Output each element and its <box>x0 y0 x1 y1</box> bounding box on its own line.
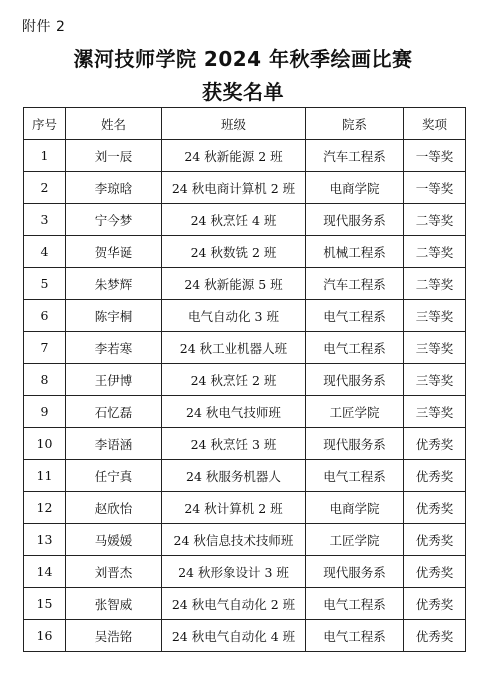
cell-index: 3 <box>24 204 66 236</box>
cell-department: 工匠学院 <box>306 396 404 428</box>
cell-award: 优秀奖 <box>404 620 466 652</box>
cell-award: 三等奖 <box>404 300 466 332</box>
cell-award: 一等奖 <box>404 172 466 204</box>
cell-class: 24 秋烹饪 2 班 <box>162 364 306 396</box>
cell-index: 4 <box>24 236 66 268</box>
table-row <box>24 588 466 620</box>
cell-award: 二等奖 <box>404 268 466 300</box>
cell-class: 24 秋信息技术技师班 <box>162 524 306 556</box>
cell-award: 优秀奖 <box>404 556 466 588</box>
cell-index: 9 <box>24 396 66 428</box>
cell-name: 张智威 <box>66 588 162 620</box>
table-row <box>24 396 466 428</box>
table-row <box>24 524 466 556</box>
cell-index: 6 <box>24 300 66 332</box>
table-row <box>24 300 466 332</box>
cell-award: 一等奖 <box>404 140 466 172</box>
cell-class: 24 秋电气技师班 <box>162 396 306 428</box>
cell-department: 电气工程系 <box>306 620 404 652</box>
cell-award: 二等奖 <box>404 236 466 268</box>
cell-department: 电气工程系 <box>306 588 404 620</box>
cell-department: 电气工程系 <box>306 460 404 492</box>
cell-award: 优秀奖 <box>404 492 466 524</box>
cell-index: 5 <box>24 268 66 300</box>
cell-index: 10 <box>24 428 66 460</box>
cell-department: 汽车工程系 <box>306 268 404 300</box>
table-row <box>24 268 466 300</box>
table-row <box>24 428 466 460</box>
cell-class: 24 秋电气自动化 2 班 <box>162 588 306 620</box>
cell-class: 24 秋烹饪 3 班 <box>162 428 306 460</box>
table-header-row <box>24 108 466 140</box>
cell-name: 李若寒 <box>66 332 162 364</box>
table-row <box>24 172 466 204</box>
cell-class: 24 秋数铣 2 班 <box>162 236 306 268</box>
cell-class: 24 秋工业机器人班 <box>162 332 306 364</box>
cell-class: 24 秋计算机 2 班 <box>162 492 306 524</box>
table-row <box>24 236 466 268</box>
cell-index: 8 <box>24 364 66 396</box>
cell-name: 马媛媛 <box>66 524 162 556</box>
header-award: 奖项 <box>404 108 466 140</box>
cell-index: 14 <box>24 556 66 588</box>
cell-name: 李语涵 <box>66 428 162 460</box>
cell-class: 24 秋服务机器人 <box>162 460 306 492</box>
cell-department: 电商学院 <box>306 172 404 204</box>
award-winners-table <box>23 107 466 652</box>
document-title: 漯河技师学院 2024 年秋季绘画比赛 <box>73 47 413 71</box>
cell-department: 电气工程系 <box>306 332 404 364</box>
cell-index: 11 <box>24 460 66 492</box>
header-name: 姓名 <box>66 108 162 140</box>
cell-award: 三等奖 <box>404 396 466 428</box>
table-row <box>24 460 466 492</box>
cell-class: 24 秋烹饪 4 班 <box>162 204 306 236</box>
cell-name: 朱梦辉 <box>66 268 162 300</box>
cell-award: 优秀奖 <box>404 460 466 492</box>
table-row <box>24 140 466 172</box>
cell-class: 电气自动化 3 班 <box>162 300 306 332</box>
cell-index: 15 <box>24 588 66 620</box>
cell-name: 李琼晗 <box>66 172 162 204</box>
cell-index: 13 <box>24 524 66 556</box>
cell-department: 工匠学院 <box>306 524 404 556</box>
cell-index: 16 <box>24 620 66 652</box>
cell-index: 1 <box>24 140 66 172</box>
cell-name: 吴浩铭 <box>66 620 162 652</box>
cell-department: 现代服务系 <box>306 204 404 236</box>
cell-name: 陈宇桐 <box>66 300 162 332</box>
table-row <box>24 364 466 396</box>
cell-index: 7 <box>24 332 66 364</box>
cell-department: 现代服务系 <box>306 556 404 588</box>
header-department: 院系 <box>306 108 404 140</box>
cell-class: 24 秋新能源 5 班 <box>162 268 306 300</box>
cell-award: 二等奖 <box>404 204 466 236</box>
cell-department: 汽车工程系 <box>306 140 404 172</box>
cell-name: 赵欣怡 <box>66 492 162 524</box>
table-row <box>24 492 466 524</box>
cell-index: 2 <box>24 172 66 204</box>
cell-name: 贺华诞 <box>66 236 162 268</box>
cell-name: 刘晋杰 <box>66 556 162 588</box>
cell-class: 24 秋新能源 2 班 <box>162 140 306 172</box>
cell-award: 优秀奖 <box>404 524 466 556</box>
cell-department: 机械工程系 <box>306 236 404 268</box>
cell-department: 电商学院 <box>306 492 404 524</box>
cell-name: 刘一辰 <box>66 140 162 172</box>
attachment-label: 附件 2 <box>22 19 66 35</box>
cell-award: 三等奖 <box>404 332 466 364</box>
cell-name: 任宁真 <box>66 460 162 492</box>
cell-class: 24 秋电气自动化 4 班 <box>162 620 306 652</box>
table-body <box>24 140 466 652</box>
cell-award: 三等奖 <box>404 364 466 396</box>
cell-award: 优秀奖 <box>404 428 466 460</box>
table-row <box>24 332 466 364</box>
document-subtitle: 获奖名单 <box>202 80 284 104</box>
cell-index: 12 <box>24 492 66 524</box>
cell-name: 宁今梦 <box>66 204 162 236</box>
cell-department: 现代服务系 <box>306 428 404 460</box>
table-row <box>24 620 466 652</box>
cell-department: 现代服务系 <box>306 364 404 396</box>
cell-name: 王伊博 <box>66 364 162 396</box>
table-row <box>24 556 466 588</box>
cell-class: 24 秋形象设计 3 班 <box>162 556 306 588</box>
cell-award: 优秀奖 <box>404 588 466 620</box>
cell-department: 电气工程系 <box>306 300 404 332</box>
table-row <box>24 204 466 236</box>
header-class: 班级 <box>162 108 306 140</box>
header-index: 序号 <box>24 108 66 140</box>
cell-class: 24 秋电商计算机 2 班 <box>162 172 306 204</box>
cell-name: 石忆磊 <box>66 396 162 428</box>
